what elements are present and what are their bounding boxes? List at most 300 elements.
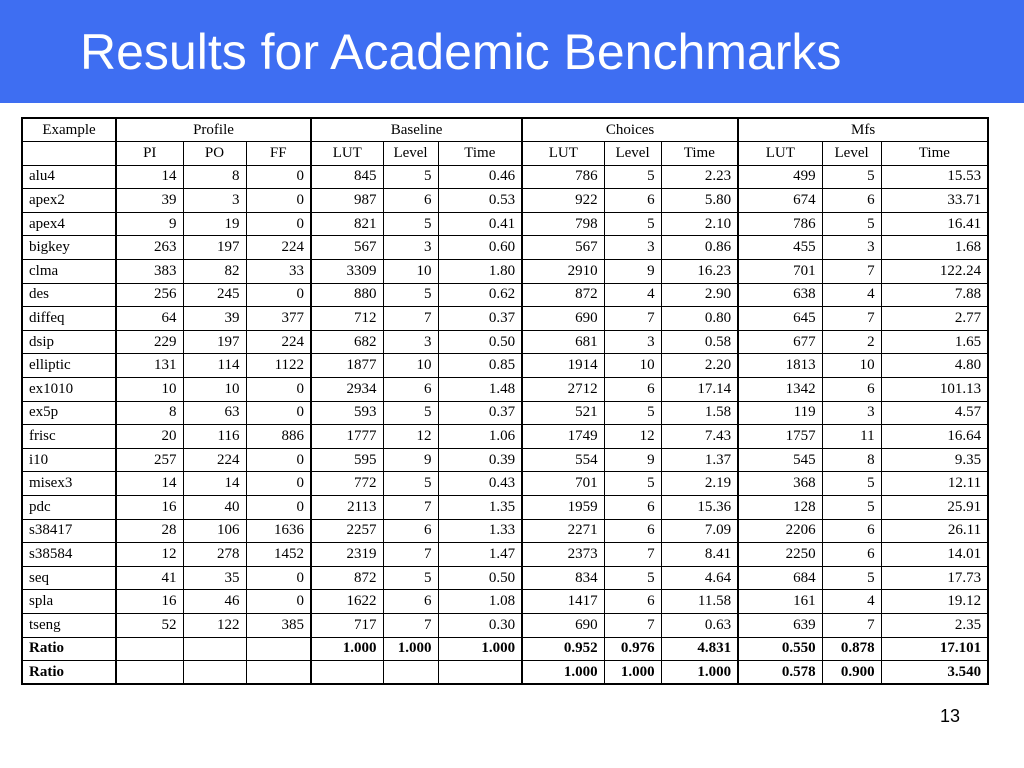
example-name-cell: frisc <box>22 425 116 449</box>
value-cell: 4 <box>822 283 881 307</box>
value-cell: 1749 <box>522 425 604 449</box>
value-cell: 7 <box>383 613 438 637</box>
table-row <box>22 212 988 236</box>
value-cell: 1.000 <box>661 661 738 685</box>
table-body <box>22 165 988 637</box>
value-cell: 82 <box>183 260 246 284</box>
value-cell: 0 <box>246 401 311 425</box>
value-cell: 197 <box>183 236 246 260</box>
value-cell: 7 <box>383 543 438 567</box>
value-cell: 33.71 <box>881 189 988 213</box>
value-cell: 383 <box>116 260 183 284</box>
table-row <box>22 519 988 543</box>
value-cell: 499 <box>738 165 822 189</box>
value-cell: 593 <box>311 401 383 425</box>
value-cell: 0.86 <box>661 236 738 260</box>
slide-title: Results for Academic Benchmarks <box>80 24 842 80</box>
value-cell: 690 <box>522 307 604 331</box>
table-row <box>22 496 988 520</box>
value-cell: 1877 <box>311 354 383 378</box>
subheader-cell: LUT <box>738 142 822 166</box>
value-cell: 677 <box>738 330 822 354</box>
value-cell: 5.80 <box>661 189 738 213</box>
value-cell: 0.550 <box>738 637 822 661</box>
value-cell: 545 <box>738 448 822 472</box>
value-cell: 1622 <box>311 590 383 614</box>
value-cell: 131 <box>116 354 183 378</box>
value-cell: 4.80 <box>881 354 988 378</box>
value-cell: 224 <box>246 236 311 260</box>
value-cell: 116 <box>183 425 246 449</box>
value-cell <box>183 661 246 685</box>
value-cell: 10 <box>822 354 881 378</box>
table-row <box>22 472 988 496</box>
example-name-cell: bigkey <box>22 236 116 260</box>
table-row <box>22 425 988 449</box>
value-cell: 0.878 <box>822 637 881 661</box>
table-row <box>22 189 988 213</box>
value-cell: 35 <box>183 566 246 590</box>
value-cell: 245 <box>183 283 246 307</box>
value-cell: 15.36 <box>661 496 738 520</box>
value-cell: 11.58 <box>661 590 738 614</box>
value-cell: 0.85 <box>438 354 522 378</box>
value-cell: 987 <box>311 189 383 213</box>
value-cell: 0.50 <box>438 330 522 354</box>
value-cell: 1.000 <box>522 661 604 685</box>
value-cell: 595 <box>311 448 383 472</box>
value-cell: 922 <box>522 189 604 213</box>
table-row <box>22 590 988 614</box>
value-cell: 3 <box>822 401 881 425</box>
value-cell: 0.37 <box>438 401 522 425</box>
value-cell: 257 <box>116 448 183 472</box>
results-table <box>21 117 989 685</box>
subheader-cell: FF <box>246 142 311 166</box>
value-cell: 40 <box>183 496 246 520</box>
value-cell: 9 <box>116 212 183 236</box>
value-cell: 682 <box>311 330 383 354</box>
value-cell: 3 <box>604 236 661 260</box>
value-cell: 20 <box>116 425 183 449</box>
example-name-cell: diffeq <box>22 307 116 331</box>
value-cell: 772 <box>311 472 383 496</box>
value-cell: 8.41 <box>661 543 738 567</box>
value-cell <box>383 661 438 685</box>
value-cell: 2.77 <box>881 307 988 331</box>
value-cell: 8 <box>822 448 881 472</box>
ratio-label: Ratio <box>22 637 116 661</box>
value-cell: 0 <box>246 448 311 472</box>
value-cell: 3 <box>183 189 246 213</box>
value-cell: 3 <box>604 330 661 354</box>
value-cell: 712 <box>311 307 383 331</box>
value-cell: 872 <box>522 283 604 307</box>
value-cell: 1.65 <box>881 330 988 354</box>
value-cell <box>438 661 522 685</box>
table-row <box>22 165 988 189</box>
value-cell: 8 <box>116 401 183 425</box>
table-row <box>22 236 988 260</box>
value-cell: 684 <box>738 566 822 590</box>
value-cell: 385 <box>246 613 311 637</box>
header-choices: Choices <box>522 118 738 142</box>
table-row <box>22 613 988 637</box>
value-cell: 4 <box>604 283 661 307</box>
value-cell: 639 <box>738 613 822 637</box>
value-cell: 1.80 <box>438 260 522 284</box>
value-cell: 0.900 <box>822 661 881 685</box>
value-cell: 15.53 <box>881 165 988 189</box>
value-cell: 7 <box>822 260 881 284</box>
value-cell: 5 <box>604 401 661 425</box>
table-row <box>22 260 988 284</box>
example-name-cell: tseng <box>22 613 116 637</box>
value-cell: 122.24 <box>881 260 988 284</box>
value-cell: 0 <box>246 590 311 614</box>
value-cell: 16.41 <box>881 212 988 236</box>
value-cell: 106 <box>183 519 246 543</box>
value-cell: 0.952 <box>522 637 604 661</box>
value-cell: 1777 <box>311 425 383 449</box>
example-name-cell: ex5p <box>22 401 116 425</box>
value-cell: 845 <box>311 165 383 189</box>
value-cell: 7 <box>383 496 438 520</box>
value-cell: 2.19 <box>661 472 738 496</box>
value-cell: 0.37 <box>438 307 522 331</box>
value-cell: 5 <box>604 566 661 590</box>
value-cell: 0 <box>246 212 311 236</box>
value-cell: 1.48 <box>438 378 522 402</box>
header-profile: Profile <box>116 118 311 142</box>
table-row <box>22 378 988 402</box>
title-bar <box>0 0 1024 103</box>
value-cell: 0.53 <box>438 189 522 213</box>
value-cell: 28 <box>116 519 183 543</box>
value-cell: 0.50 <box>438 566 522 590</box>
value-cell: 0.63 <box>661 613 738 637</box>
value-cell: 2.23 <box>661 165 738 189</box>
value-cell: 1.000 <box>438 637 522 661</box>
value-cell: 0 <box>246 496 311 520</box>
value-cell: 7.09 <box>661 519 738 543</box>
value-cell: 16 <box>116 496 183 520</box>
value-cell: 19 <box>183 212 246 236</box>
value-cell: 1757 <box>738 425 822 449</box>
value-cell: 2113 <box>311 496 383 520</box>
value-cell: 6 <box>822 189 881 213</box>
value-cell: 0 <box>246 189 311 213</box>
value-cell: 2206 <box>738 519 822 543</box>
value-cell: 224 <box>246 330 311 354</box>
value-cell: 52 <box>116 613 183 637</box>
value-cell: 4.831 <box>661 637 738 661</box>
table-row <box>22 448 988 472</box>
value-cell: 0 <box>246 165 311 189</box>
value-cell: 0 <box>246 566 311 590</box>
ratio-row <box>22 661 988 685</box>
value-cell: 6 <box>604 590 661 614</box>
value-cell: 886 <box>246 425 311 449</box>
value-cell: 278 <box>183 543 246 567</box>
value-cell: 6 <box>604 378 661 402</box>
value-cell: 2257 <box>311 519 383 543</box>
value-cell: 0 <box>246 378 311 402</box>
value-cell: 0 <box>246 283 311 307</box>
value-cell: 5 <box>822 496 881 520</box>
subheader-cell: Level <box>604 142 661 166</box>
value-cell: 3 <box>822 236 881 260</box>
value-cell: 0.46 <box>438 165 522 189</box>
value-cell: 39 <box>183 307 246 331</box>
value-cell: 7 <box>604 613 661 637</box>
subheader-cell: Level <box>383 142 438 166</box>
value-cell: 521 <box>522 401 604 425</box>
value-cell: 5 <box>604 472 661 496</box>
value-cell: 5 <box>383 472 438 496</box>
example-name-cell: seq <box>22 566 116 590</box>
table-row <box>22 330 988 354</box>
value-cell: 5 <box>604 212 661 236</box>
value-cell: 0.41 <box>438 212 522 236</box>
value-cell: 2.10 <box>661 212 738 236</box>
subheader-cell: PI <box>116 142 183 166</box>
value-cell: 5 <box>383 283 438 307</box>
value-cell: 6 <box>604 496 661 520</box>
value-cell: 3.540 <box>881 661 988 685</box>
value-cell: 5 <box>822 212 881 236</box>
value-cell: 377 <box>246 307 311 331</box>
value-cell: 2910 <box>522 260 604 284</box>
value-cell: 11 <box>822 425 881 449</box>
table-row <box>22 354 988 378</box>
value-cell: 5 <box>383 401 438 425</box>
value-cell: 368 <box>738 472 822 496</box>
value-cell: 9 <box>604 448 661 472</box>
value-cell: 10 <box>383 260 438 284</box>
table-row <box>22 566 988 590</box>
value-cell: 1636 <box>246 519 311 543</box>
value-cell: 7 <box>822 613 881 637</box>
value-cell: 1.08 <box>438 590 522 614</box>
value-cell: 0.578 <box>738 661 822 685</box>
value-cell: 798 <box>522 212 604 236</box>
value-cell: 119 <box>738 401 822 425</box>
value-cell: 6 <box>822 519 881 543</box>
value-cell: 3 <box>383 236 438 260</box>
value-cell: 0.30 <box>438 613 522 637</box>
value-cell: 101.13 <box>881 378 988 402</box>
value-cell: 5 <box>822 566 881 590</box>
value-cell: 6 <box>822 543 881 567</box>
value-cell: 5 <box>383 566 438 590</box>
table-row <box>22 283 988 307</box>
example-name-cell: ex1010 <box>22 378 116 402</box>
value-cell: 567 <box>311 236 383 260</box>
value-cell: 1122 <box>246 354 311 378</box>
value-cell: 5 <box>383 212 438 236</box>
value-cell: 2.90 <box>661 283 738 307</box>
value-cell: 10 <box>383 354 438 378</box>
value-cell: 2.20 <box>661 354 738 378</box>
value-cell: 33 <box>246 260 311 284</box>
example-name-cell: apex2 <box>22 189 116 213</box>
value-cell: 114 <box>183 354 246 378</box>
value-cell: 1342 <box>738 378 822 402</box>
value-cell: 256 <box>116 283 183 307</box>
value-cell: 7 <box>383 307 438 331</box>
example-name-cell: apex4 <box>22 212 116 236</box>
value-cell: 1914 <box>522 354 604 378</box>
value-cell: 10 <box>183 378 246 402</box>
value-cell: 7 <box>822 307 881 331</box>
value-cell: 16 <box>116 590 183 614</box>
value-cell <box>246 661 311 685</box>
value-cell: 645 <box>738 307 822 331</box>
value-cell: 681 <box>522 330 604 354</box>
value-cell: 1.000 <box>604 661 661 685</box>
value-cell: 786 <box>522 165 604 189</box>
value-cell: 1.33 <box>438 519 522 543</box>
value-cell: 455 <box>738 236 822 260</box>
value-cell: 2250 <box>738 543 822 567</box>
subheader-cell: LUT <box>311 142 383 166</box>
value-cell: 14 <box>116 165 183 189</box>
value-cell: 0 <box>246 472 311 496</box>
value-cell: 6 <box>383 519 438 543</box>
value-cell: 10 <box>604 354 661 378</box>
example-name-cell: clma <box>22 260 116 284</box>
subheader-cell: PO <box>183 142 246 166</box>
value-cell: 6 <box>604 189 661 213</box>
value-cell: 6 <box>383 189 438 213</box>
value-cell: 5 <box>822 472 881 496</box>
value-cell: 4.64 <box>661 566 738 590</box>
value-cell: 16.23 <box>661 260 738 284</box>
value-cell: 6 <box>383 590 438 614</box>
value-cell <box>116 661 183 685</box>
value-cell: 1417 <box>522 590 604 614</box>
ratio-label: Ratio <box>22 661 116 685</box>
value-cell: 19.12 <box>881 590 988 614</box>
subheader-cell: Time <box>438 142 522 166</box>
value-cell: 5 <box>604 165 661 189</box>
value-cell: 2271 <box>522 519 604 543</box>
value-cell: 834 <box>522 566 604 590</box>
example-name-cell: elliptic <box>22 354 116 378</box>
value-cell: 1.47 <box>438 543 522 567</box>
example-name-cell: dsip <box>22 330 116 354</box>
example-name-cell: s38584 <box>22 543 116 567</box>
value-cell: 4.57 <box>881 401 988 425</box>
value-cell: 12 <box>116 543 183 567</box>
value-cell: 7.43 <box>661 425 738 449</box>
value-cell: 2319 <box>311 543 383 567</box>
value-cell: 14.01 <box>881 543 988 567</box>
value-cell <box>246 637 311 661</box>
subheader-cell: LUT <box>522 142 604 166</box>
value-cell: 63 <box>183 401 246 425</box>
value-cell: 16.64 <box>881 425 988 449</box>
value-cell: 17.14 <box>661 378 738 402</box>
value-cell: 224 <box>183 448 246 472</box>
value-cell: 1.58 <box>661 401 738 425</box>
ratio-row <box>22 637 988 661</box>
value-cell: 7.88 <box>881 283 988 307</box>
value-cell: 9 <box>383 448 438 472</box>
value-cell: 26.11 <box>881 519 988 543</box>
value-cell: 690 <box>522 613 604 637</box>
value-cell: 786 <box>738 212 822 236</box>
value-cell: 701 <box>522 472 604 496</box>
value-cell: 263 <box>116 236 183 260</box>
value-cell <box>183 637 246 661</box>
value-cell: 0.62 <box>438 283 522 307</box>
value-cell: 3 <box>383 330 438 354</box>
value-cell: 229 <box>116 330 183 354</box>
value-cell: 6 <box>822 378 881 402</box>
value-cell: 10 <box>116 378 183 402</box>
value-cell: 64 <box>116 307 183 331</box>
value-cell: 821 <box>311 212 383 236</box>
value-cell: 0.80 <box>661 307 738 331</box>
value-cell: 7 <box>604 307 661 331</box>
value-cell: 12.11 <box>881 472 988 496</box>
value-cell: 3309 <box>311 260 383 284</box>
group-header-row <box>22 118 988 142</box>
value-cell: 5 <box>383 165 438 189</box>
value-cell: 0.60 <box>438 236 522 260</box>
value-cell: 0.976 <box>604 637 661 661</box>
example-name-cell: misex3 <box>22 472 116 496</box>
header-baseline: Baseline <box>311 118 522 142</box>
value-cell: 567 <box>522 236 604 260</box>
example-name-cell: alu4 <box>22 165 116 189</box>
example-name-cell: pdc <box>22 496 116 520</box>
value-cell: 0.43 <box>438 472 522 496</box>
value-cell: 14 <box>183 472 246 496</box>
table-row <box>22 307 988 331</box>
value-cell: 1.000 <box>383 637 438 661</box>
value-cell: 6 <box>604 519 661 543</box>
header-mfs: Mfs <box>738 118 988 142</box>
value-cell: 1452 <box>246 543 311 567</box>
example-name-cell: des <box>22 283 116 307</box>
value-cell: 872 <box>311 566 383 590</box>
value-cell: 7 <box>604 543 661 567</box>
value-cell: 701 <box>738 260 822 284</box>
value-cell: 122 <box>183 613 246 637</box>
value-cell: 1.68 <box>881 236 988 260</box>
value-cell: 1.35 <box>438 496 522 520</box>
value-cell: 6 <box>383 378 438 402</box>
value-cell: 2373 <box>522 543 604 567</box>
value-cell: 5 <box>822 165 881 189</box>
value-cell: 161 <box>738 590 822 614</box>
subheader-cell: Level <box>822 142 881 166</box>
value-cell: 2712 <box>522 378 604 402</box>
value-cell: 17.101 <box>881 637 988 661</box>
value-cell: 8 <box>183 165 246 189</box>
value-cell: 197 <box>183 330 246 354</box>
value-cell: 25.91 <box>881 496 988 520</box>
value-cell: 880 <box>311 283 383 307</box>
value-cell: 0.39 <box>438 448 522 472</box>
value-cell: 9.35 <box>881 448 988 472</box>
value-cell: 17.73 <box>881 566 988 590</box>
value-cell: 1.06 <box>438 425 522 449</box>
value-cell: 1959 <box>522 496 604 520</box>
